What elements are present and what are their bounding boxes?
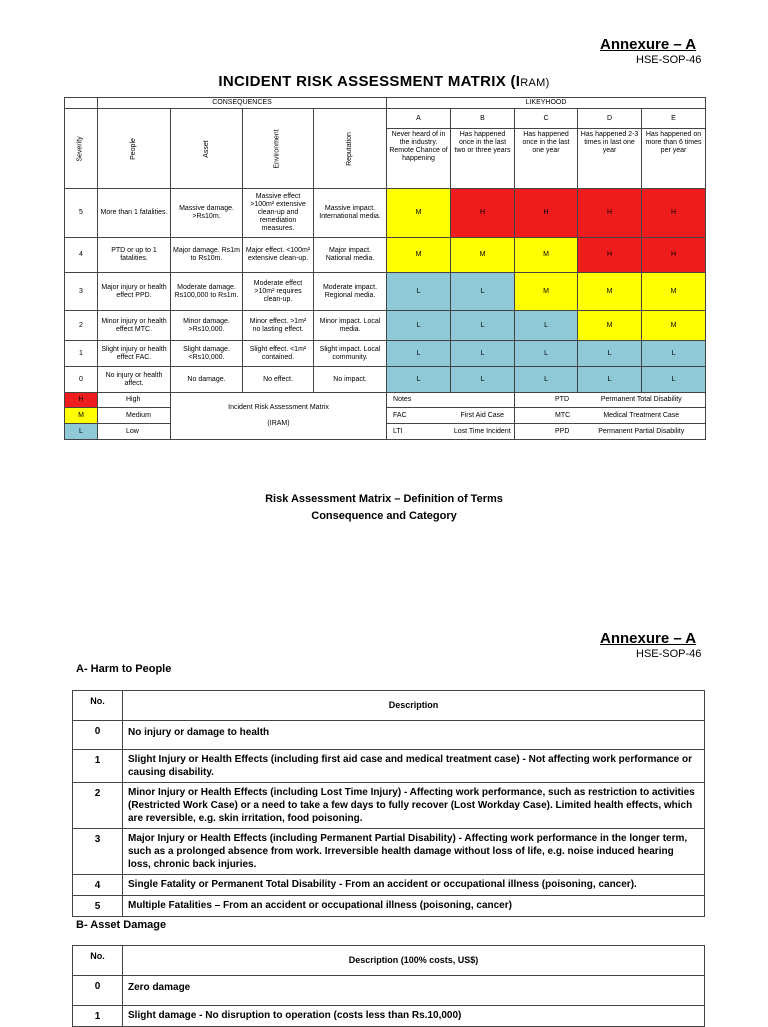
- risk-cell: L: [387, 341, 451, 367]
- row-number: 1: [73, 750, 123, 783]
- definitions-subtitle: Consequence and Category: [311, 510, 457, 522]
- annexure-heading: Annexure – A: [600, 630, 697, 647]
- reputation-cell: Minor impact. Local media.: [314, 311, 387, 341]
- risk-cell: M: [642, 273, 706, 311]
- abbrev-meaning: First Aid Case: [451, 408, 515, 424]
- people-cell: Minor injury or health effect MTC.: [98, 311, 171, 341]
- matrix-row-0: [65, 367, 706, 393]
- row-description: Zero damage: [123, 976, 705, 1006]
- asset-cell: Moderate damage. Rs100,000 to Rs1m.: [171, 273, 243, 311]
- abbrev-code: FAC: [387, 408, 451, 424]
- people-cell: No injury or health affect.: [98, 367, 171, 393]
- legend-code: H: [65, 393, 98, 408]
- matrix-row-2: [65, 311, 706, 341]
- matrix-title: INCIDENT RISK ASSESSMENT MATRIX (IRAM): [218, 73, 550, 90]
- risk-cell: L: [578, 367, 642, 393]
- asset-col-header: Asset: [171, 109, 243, 189]
- table-row: [73, 875, 705, 896]
- likelihood-letter: E: [642, 109, 706, 129]
- legend-label: Low: [98, 424, 171, 440]
- row-description: Slight Injury or Health Effects (including first aid case and medical treatment case) - Not affecting work performance or causing disability.: [123, 750, 705, 783]
- likelihood-desc: Has happened once in the last one year: [515, 129, 578, 189]
- risk-cell: M: [451, 238, 515, 273]
- environment-cell: No effect.: [243, 367, 314, 393]
- asset-cell: Massive damage. >Rs10m.: [171, 189, 243, 238]
- risk-cell: M: [578, 311, 642, 341]
- row-description: Single Fatality or Permanent Total Disability - From an accident or occupational illness (poisoning, cancer).: [123, 875, 705, 896]
- risk-cell: L: [387, 311, 451, 341]
- asset-cell: Slight damage. <Rs10,000.: [171, 341, 243, 367]
- legend-code: L: [65, 424, 98, 440]
- consequences-header: CONSEQUENCES: [98, 98, 387, 109]
- risk-matrix-table: [64, 97, 706, 440]
- legend-row: [65, 393, 706, 408]
- reputation-cell: Massive impact. International media.: [314, 189, 387, 238]
- legend-matrix-name: Incident Risk Assessment Matrix (IRAM): [171, 393, 387, 440]
- risk-cell: M: [387, 189, 451, 238]
- row-number: 3: [73, 829, 123, 875]
- severity-value: 5: [65, 189, 98, 238]
- risk-cell: L: [387, 273, 451, 311]
- table-row: [73, 829, 705, 875]
- description-header: Description (100% costs, US$): [123, 946, 705, 976]
- people-cell: More than 1 fatalities.: [98, 189, 171, 238]
- matrix-row-4: [65, 238, 706, 273]
- table-header-row: [73, 946, 705, 976]
- abbrev-meaning: Permanent Total Disability: [578, 393, 706, 408]
- people-cell: Major injury or health effect PPD.: [98, 273, 171, 311]
- people-col-header: People: [98, 109, 171, 189]
- risk-cell: H: [451, 189, 515, 238]
- likelihood-letter: C: [515, 109, 578, 129]
- reputation-col-header: Reputation: [314, 109, 387, 189]
- risk-cell: M: [515, 273, 578, 311]
- row-description: Major Injury or Health Effects (including Permanent Partial Disability) - Affecting work performance in the longer term, such as a prolonged absence from work. Irreversible health damage without loss of life, e.g. noise induced hearing loss, chronic back injuries.: [123, 829, 705, 875]
- risk-cell: H: [642, 189, 706, 238]
- risk-cell: H: [515, 189, 578, 238]
- abbrev-code: MTC: [515, 408, 578, 424]
- environment-cell: Minor effect. >1m² no lasting effect.: [243, 311, 314, 341]
- risk-cell: L: [578, 341, 642, 367]
- row-number: 4: [73, 875, 123, 896]
- sop-reference: HSE-SOP-46: [636, 648, 702, 660]
- table-row: [73, 750, 705, 783]
- legend-label: Medium: [98, 408, 171, 424]
- reputation-cell: Slight impact. Local community.: [314, 341, 387, 367]
- likelihood-desc: Has happened on more than 6 times per year: [642, 129, 706, 189]
- no-header: No.: [73, 946, 123, 976]
- asset-cell: Minor damage. >Rs10,000.: [171, 311, 243, 341]
- row-description: Slight damage - No disruption to operation (costs less than Rs.10,000): [123, 1006, 705, 1027]
- risk-cell: M: [387, 238, 451, 273]
- environment-cell: Slight effect. <1m² contained.: [243, 341, 314, 367]
- row-number: 1: [73, 1006, 123, 1027]
- risk-cell: H: [578, 238, 642, 273]
- risk-cell: L: [451, 273, 515, 311]
- abbrev-code: LTI: [387, 424, 451, 440]
- row-number: 0: [73, 976, 123, 1006]
- matrix-row-3: [65, 273, 706, 311]
- no-header: No.: [73, 691, 123, 721]
- row-number: 2: [73, 783, 123, 829]
- annexure-heading: Annexure – A: [600, 36, 697, 53]
- legend-code: M: [65, 408, 98, 424]
- table-row: [73, 1006, 705, 1027]
- risk-cell: L: [642, 341, 706, 367]
- matrix-row-1: [65, 341, 706, 367]
- table-row: [73, 783, 705, 829]
- risk-cell: H: [642, 238, 706, 273]
- abbrev-meaning: Permanent Partial Disability: [578, 424, 706, 440]
- risk-cell: L: [387, 367, 451, 393]
- legend-label: High: [98, 393, 171, 408]
- risk-cell: L: [451, 341, 515, 367]
- likelihood-header: LIKEYHOOD: [387, 98, 706, 109]
- asset-cell: No damage.: [171, 367, 243, 393]
- likelihood-letter: B: [451, 109, 515, 129]
- environment-cell: Moderate effect >10m² requires clean-up.: [243, 273, 314, 311]
- risk-cell: M: [578, 273, 642, 311]
- table-header-row: [73, 691, 705, 721]
- risk-cell: L: [515, 311, 578, 341]
- abbrev-meaning: Lost Time Incident: [451, 424, 515, 440]
- environment-cell: Massive effect >100m² extensive clean-up and remediation measures.: [243, 189, 314, 238]
- table-row: [73, 896, 705, 917]
- matrix-row-5: [65, 189, 706, 238]
- row-description: Minor Injury or Health Effects (including Lost Time Injury) - Affecting work performance, such as restriction to activities (Restricted Work Case) or a need to take a few days to fully recover (Lost Workday Case). Limited health effects, which are reversible, e.g. skin irritation, food poisoning.: [123, 783, 705, 829]
- risk-cell: L: [451, 367, 515, 393]
- section-a-title: A- Harm to People: [76, 663, 172, 675]
- risk-cell: L: [451, 311, 515, 341]
- notes-label: Notes: [387, 393, 451, 408]
- sop-reference: HSE-SOP-46: [636, 54, 702, 66]
- section-b-title: B- Asset Damage: [76, 919, 167, 931]
- row-number: 0: [73, 721, 123, 750]
- severity-value: 0: [65, 367, 98, 393]
- risk-cell: L: [515, 341, 578, 367]
- asset-cell: Major damage. Rs1m to Rs10m.: [171, 238, 243, 273]
- description-header: Description: [123, 691, 705, 721]
- environment-col-header: Environment: [243, 109, 314, 189]
- table-row: [73, 976, 705, 1006]
- risk-cell: L: [642, 367, 706, 393]
- risk-cell: H: [578, 189, 642, 238]
- people-cell: Slight injury or health effect FAC.: [98, 341, 171, 367]
- table-row: [73, 721, 705, 750]
- definitions-title: Risk Assessment Matrix – Definition of Terms: [265, 493, 503, 505]
- likelihood-desc: Never heard of in the industry. Remote Chance of happening: [387, 129, 451, 189]
- likelihood-letter: D: [578, 109, 642, 129]
- abbrev-code: PPD: [515, 424, 578, 440]
- reputation-cell: Major impact. National media.: [314, 238, 387, 273]
- reputation-cell: No impact.: [314, 367, 387, 393]
- reputation-cell: Moderate impact. Regional media.: [314, 273, 387, 311]
- likelihood-letter: A: [387, 109, 451, 129]
- severity-value: 4: [65, 238, 98, 273]
- risk-cell: M: [642, 311, 706, 341]
- row-number: 5: [73, 896, 123, 917]
- row-description: No injury or damage to health: [123, 721, 705, 750]
- environment-cell: Major effect. <100m² extensive clean-up.: [243, 238, 314, 273]
- abbrev-meaning: Medical Treatment Case: [578, 408, 706, 424]
- severity-value: 2: [65, 311, 98, 341]
- likelihood-desc: Has happened 2-3 times in last one year: [578, 129, 642, 189]
- risk-cell: M: [515, 238, 578, 273]
- severity-value: 1: [65, 341, 98, 367]
- asset-damage-table: [72, 945, 705, 1027]
- likelihood-desc: Has happened once in the last two or three years: [451, 129, 515, 189]
- harm-to-people-table: [72, 690, 705, 917]
- people-cell: PTD or up to 1 fatalities.: [98, 238, 171, 273]
- row-description: Multiple Fatalities – From an accident or occupational illness (poisoning, cancer): [123, 896, 705, 917]
- abbrev-code: PTD: [515, 393, 578, 408]
- severity-value: 3: [65, 273, 98, 311]
- severity-col-header: Severity: [65, 109, 98, 189]
- risk-cell: L: [515, 367, 578, 393]
- matrix-corner: [65, 98, 98, 109]
